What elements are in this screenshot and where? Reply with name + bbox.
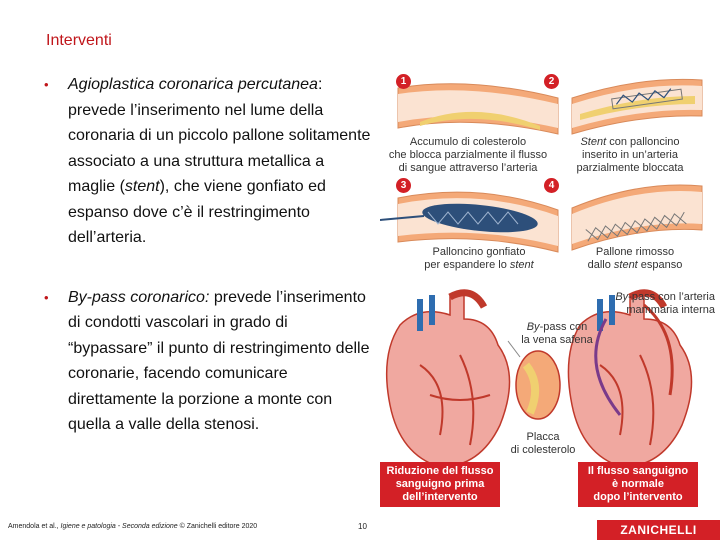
caption-step-4-line-1: Pallone rimosso	[595, 246, 675, 258]
artery-panel-3	[380, 192, 558, 252]
bypass-term: By-pass coronarico:	[68, 288, 210, 306]
stent-term: stent	[124, 178, 160, 195]
label-mammary-by: By	[615, 291, 629, 303]
after-surgery-box	[578, 462, 698, 507]
label-mammary-line-2: mammaria interna	[626, 304, 715, 316]
label-saphenous-line-1	[512, 321, 602, 334]
caption-step-2	[560, 136, 700, 175]
citation-book-title: Igiene e patologia - Seconda edizione	[60, 523, 178, 530]
step-1-badge: 1	[396, 74, 411, 89]
caption-step-2-line-1-rest: con palloncino	[606, 136, 680, 148]
page-number: 10	[358, 522, 367, 531]
label-plaque-line-1: Placca	[526, 431, 560, 443]
step-3-badge: 3	[396, 178, 411, 193]
caption-step-1	[382, 136, 554, 175]
heart-before	[387, 293, 510, 467]
caption-step-2-line-1	[560, 136, 700, 149]
label-mammary-rest: -pass con l’arteria	[628, 291, 715, 303]
caption-stent-term: Stent	[580, 136, 607, 148]
caption-stent-term: stent	[509, 259, 534, 271]
angioplasty-text-2: ), che viene gonfiato ed espanso dove c’è il restringimento dell’arteria.	[68, 178, 326, 246]
artery-panel-1	[398, 84, 558, 134]
label-saphenous-line-2: la vena safena	[521, 334, 593, 346]
caption-step-1-line-2: che blocca parzialmente il flusso	[388, 149, 548, 161]
label-mammary-bypass	[580, 291, 715, 317]
label-plaque	[498, 431, 588, 457]
bullet-bypass	[44, 285, 374, 438]
caption-stent-term: stent	[613, 259, 638, 271]
caption-step-1-line-1: Accumulo di colesterolo	[409, 136, 527, 148]
caption-step-3-line-2-pre: per espandere lo	[424, 259, 510, 271]
label-saphenous-bypass	[512, 321, 602, 347]
label-mammary-line-1	[580, 291, 715, 304]
caption-step-3-line-2	[404, 259, 554, 272]
caption-step-4-line-2-post: espanso	[637, 259, 683, 271]
citation-publisher: © Zanichelli editore 2020	[177, 523, 258, 530]
bypass-illustration	[380, 285, 715, 510]
after-box-line-2: è normale	[612, 478, 664, 490]
caption-step-3-line-1: Palloncino gonfiato	[432, 246, 526, 258]
slide-title: Interventi	[46, 32, 112, 49]
before-box-line-2: sanguigno prima	[395, 478, 485, 490]
caption-step-2-line-2: inserito in un’arteria	[582, 149, 678, 161]
bullet-angioplasty	[44, 72, 374, 251]
angioplasty-illustration	[380, 70, 710, 275]
label-saphenous-rest: -pass con	[539, 321, 588, 333]
caption-step-3	[404, 246, 554, 272]
plaque-inset	[508, 341, 560, 419]
angioplasty-term: Agioplastica coronarica percutanea	[68, 76, 318, 93]
after-box-line-1: Il flusso sanguigno	[587, 465, 689, 477]
after-box-line-3: dopo l’intervento	[593, 491, 683, 503]
bullet-list	[44, 72, 374, 438]
step-2-badge: 2	[544, 74, 559, 89]
publisher-logo: ZANICHELLI	[597, 520, 720, 540]
citation-authors: Amendola et al.,	[8, 523, 61, 530]
artery-panel-4	[572, 185, 702, 250]
artery-panel-2	[572, 79, 702, 134]
caption-step-1-line-3: di sangue attraverso l’arteria	[398, 162, 538, 174]
bullet-marker: •	[44, 77, 49, 92]
label-saphenous-by: By	[526, 321, 540, 333]
footer-citation	[8, 523, 257, 530]
label-plaque-line-2: di colesterolo	[510, 444, 576, 456]
angioplasty-text-1: : prevede l’inserimento nel lume della coronaria di un piccolo pallone solitamente associato a una struttura metallica a maglie (	[68, 76, 371, 195]
before-box-line-3: dell’intervento	[402, 491, 478, 503]
step-4-badge: 4	[544, 178, 559, 193]
caption-step-4	[570, 246, 700, 272]
bypass-text: prevede l’inserimento di condotti vascolari in grado di “bypassare” il punto di restringimento delle coronarie, facendo comunicare direttamente la porzione a monte con quella a valle della stenosi.	[68, 288, 370, 433]
before-box-line-1: Riduzione del flusso	[386, 465, 494, 477]
caption-step-4-line-2-pre: dallo	[587, 259, 614, 271]
bullet-marker: •	[44, 289, 49, 305]
before-surgery-box	[380, 462, 500, 507]
caption-step-2-line-3: parzialmente bloccata	[576, 162, 684, 174]
caption-step-4-line-2	[570, 259, 700, 272]
